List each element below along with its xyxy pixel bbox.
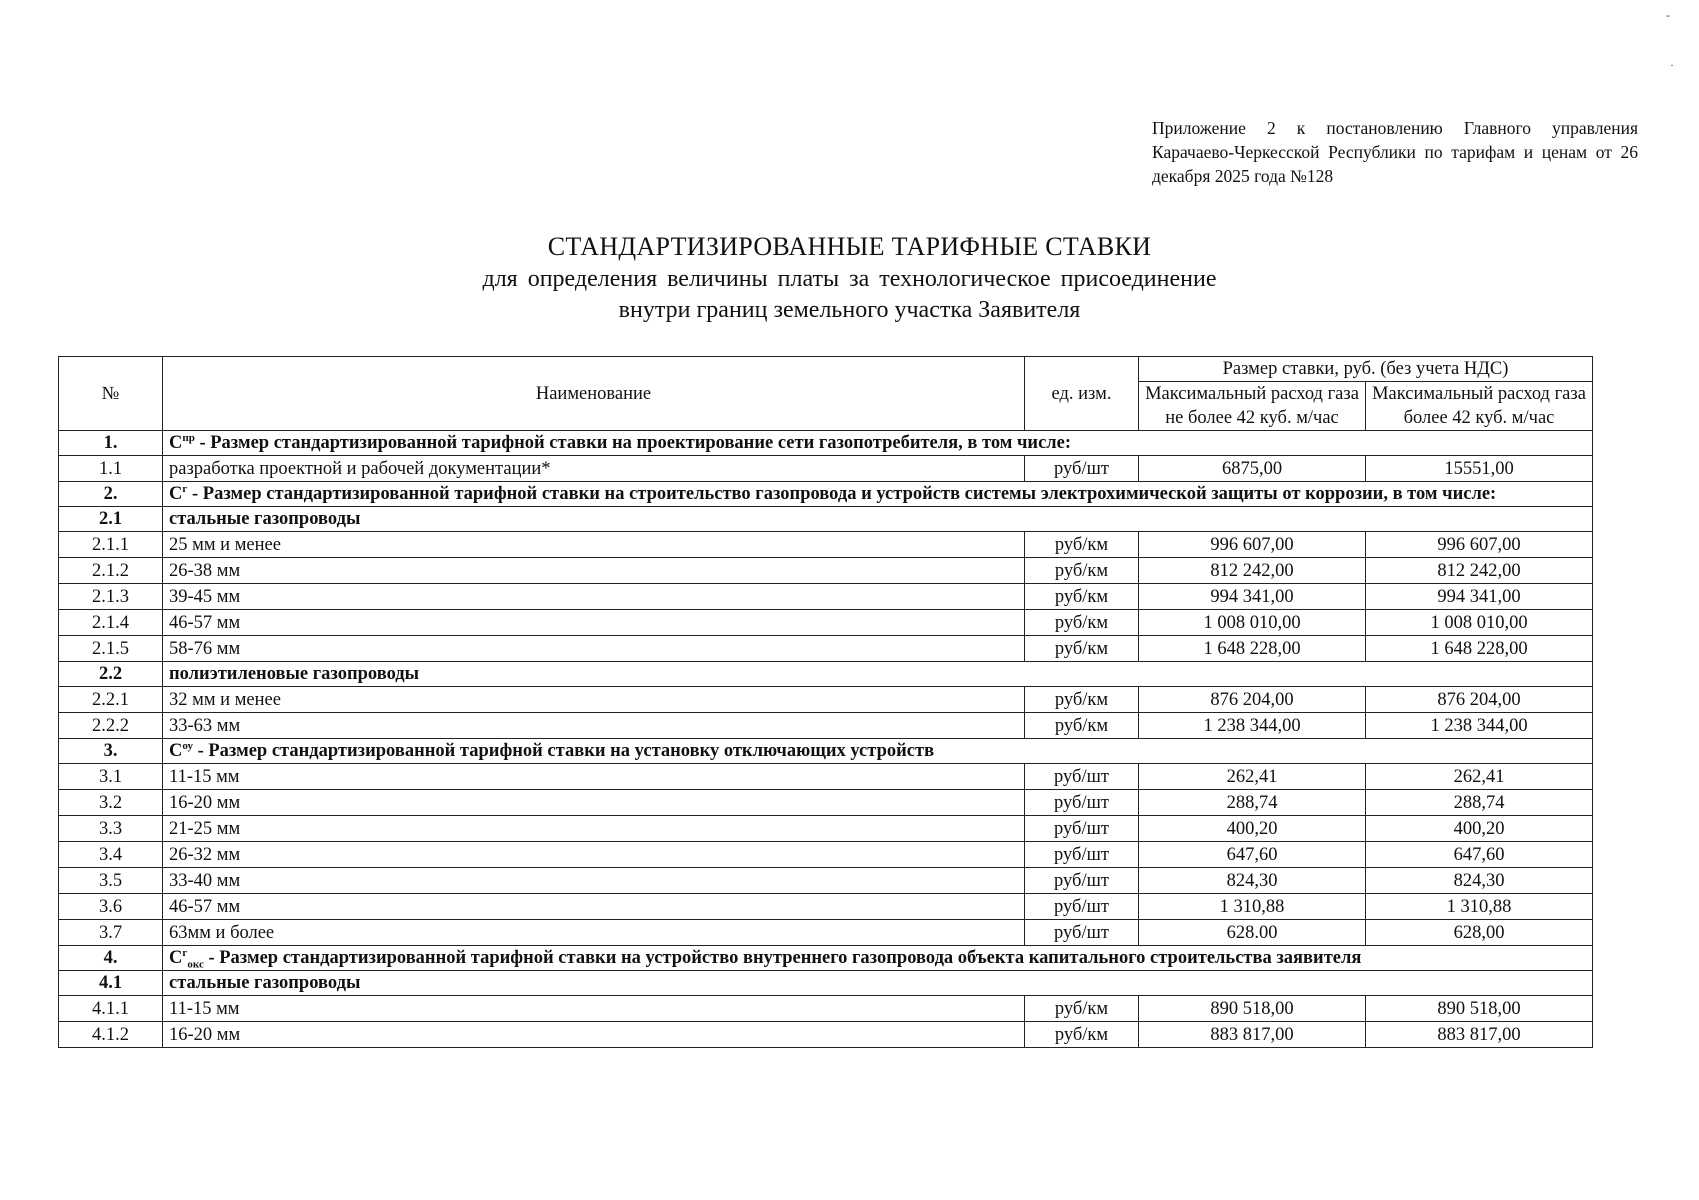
- row-num: 4.1.1: [59, 996, 163, 1022]
- row-num: 3.5: [59, 868, 163, 894]
- row-name: 21-25 мм: [163, 816, 1025, 842]
- header-unit: ед. изм.: [1025, 357, 1139, 431]
- row-value-gt42: 824,30: [1366, 868, 1593, 894]
- header-max-le42: Максимальный расход газа не более 42 куб. м/час: [1139, 382, 1366, 431]
- section-row: [59, 431, 1593, 456]
- row-value-le42: 890 518,00: [1139, 996, 1366, 1022]
- row-name: 46-57 мм: [163, 894, 1025, 920]
- row-num: 2.1.4: [59, 610, 163, 636]
- section-title: $С^{пр}$ - Размер стандартизированной тарифной ставки на проектирование сети газопотребителя, в том числе:: [163, 431, 1593, 456]
- row-value-le42: 996 607,00: [1139, 532, 1366, 558]
- row-name: 33-40 мм: [163, 868, 1025, 894]
- row-name: 58-76 мм: [163, 636, 1025, 662]
- row-value-gt42: 1 238 344,00: [1366, 713, 1593, 739]
- row-value-le42: 262,41: [1139, 764, 1366, 790]
- table-row: [59, 842, 1593, 868]
- row-name: 16-20 мм: [163, 790, 1025, 816]
- row-unit: руб/шт: [1025, 920, 1139, 946]
- header-rate-group: Размер ставки, руб. (без учета НДС): [1139, 357, 1593, 382]
- row-value-gt42: 400,20: [1366, 816, 1593, 842]
- row-name: 63мм и более: [163, 920, 1025, 946]
- row-num: 2.2.2: [59, 713, 163, 739]
- row-num: 3.1: [59, 764, 163, 790]
- row-value-gt42: 1 648 228,00: [1366, 636, 1593, 662]
- row-name: разработка проектной и рабочей документации*: [163, 456, 1025, 482]
- row-value-le42: 647,60: [1139, 842, 1366, 868]
- row-num: 4.1.2: [59, 1022, 163, 1048]
- section-row: [59, 482, 1593, 507]
- row-num: 1.1: [59, 456, 163, 482]
- scan-mark-top: -: [1666, 8, 1670, 22]
- row-value-le42: 1 648 228,00: [1139, 636, 1366, 662]
- table-row: [59, 636, 1593, 662]
- header-name: Наименование: [163, 357, 1025, 431]
- row-unit: руб/км: [1025, 636, 1139, 662]
- tariff-rates-table: [58, 356, 1593, 1048]
- row-num: 3.3: [59, 816, 163, 842]
- section-title: $С^г_{окс}$ - Размер стандартизированной тарифной ставки на устройство внутреннего газопровода объекта капитального строительства заявителя: [163, 946, 1593, 971]
- row-value-gt42: 883 817,00: [1366, 1022, 1593, 1048]
- table-row: [59, 532, 1593, 558]
- row-name: 46-57 мм: [163, 610, 1025, 636]
- row-name: 11-15 мм: [163, 764, 1025, 790]
- row-num: 3.7: [59, 920, 163, 946]
- row-unit: руб/км: [1025, 610, 1139, 636]
- row-unit: руб/км: [1025, 996, 1139, 1022]
- row-unit: руб/км: [1025, 1022, 1139, 1048]
- row-unit: руб/шт: [1025, 790, 1139, 816]
- document-subtitle-line2: внутри границ земельного участка Заявителя: [618, 297, 1081, 323]
- row-value-gt42: 996 607,00: [1366, 532, 1593, 558]
- row-unit: руб/км: [1025, 584, 1139, 610]
- row-unit: руб/км: [1025, 558, 1139, 584]
- row-unit: руб/км: [1025, 532, 1139, 558]
- row-name: 39-45 мм: [163, 584, 1025, 610]
- subsection-row: [59, 507, 1593, 532]
- row-value-gt42: 1 310,88: [1366, 894, 1593, 920]
- subsection-num: 2.2: [59, 662, 163, 687]
- row-value-gt42: 994 341,00: [1366, 584, 1593, 610]
- row-num: 2.1.3: [59, 584, 163, 610]
- row-value-gt42: 288,74: [1366, 790, 1593, 816]
- scan-mark-dot: ·: [1670, 58, 1674, 72]
- row-name: 26-38 мм: [163, 558, 1025, 584]
- document-subtitle-line1: для определения величины платы за технологическое присоединение: [482, 266, 1217, 292]
- table-row: [59, 610, 1593, 636]
- header-num: №: [59, 357, 163, 431]
- row-value-gt42: 1 008 010,00: [1366, 610, 1593, 636]
- row-unit: руб/шт: [1025, 842, 1139, 868]
- row-value-le42: 288,74: [1139, 790, 1366, 816]
- table-row: [59, 764, 1593, 790]
- row-value-gt42: 15551,00: [1366, 456, 1593, 482]
- table-row: [59, 584, 1593, 610]
- row-value-le42: 883 817,00: [1139, 1022, 1366, 1048]
- row-unit: руб/шт: [1025, 894, 1139, 920]
- row-unit: руб/км: [1025, 687, 1139, 713]
- annex-reference: Приложение 2 к постановлению Главного управления Карачаево-Черкесской Республики по тарифам и ценам от 26 декабря 2025 года №128: [1152, 118, 1638, 186]
- row-unit: руб/км: [1025, 713, 1139, 739]
- row-num: 2.1.1: [59, 532, 163, 558]
- section-num: 1.: [59, 431, 163, 456]
- row-num: 2.1.5: [59, 636, 163, 662]
- table-row: [59, 558, 1593, 584]
- table-row: [59, 868, 1593, 894]
- section-row: [59, 739, 1593, 764]
- row-name: 32 мм и менее: [163, 687, 1025, 713]
- subsection-num: 4.1: [59, 971, 163, 996]
- section-title: $С^г$ - Размер стандартизированной тарифной ставки на строительство газопровода и устройств системы электрохимической защиты от коррозии, в том числе:: [163, 482, 1593, 507]
- row-unit: руб/шт: [1025, 816, 1139, 842]
- row-name: 25 мм и менее: [163, 532, 1025, 558]
- table-row: [59, 687, 1593, 713]
- row-num: 3.2: [59, 790, 163, 816]
- row-value-le42: 1 008 010,00: [1139, 610, 1366, 636]
- row-value-le42: 628.00: [1139, 920, 1366, 946]
- row-value-gt42: 812 242,00: [1366, 558, 1593, 584]
- subsection-title: стальные газопроводы: [163, 971, 1593, 996]
- row-value-le42: 994 341,00: [1139, 584, 1366, 610]
- table-row: [59, 996, 1593, 1022]
- row-num: 2.2.1: [59, 687, 163, 713]
- subsection-row: [59, 971, 1593, 996]
- table-row: [59, 920, 1593, 946]
- row-unit: руб/шт: [1025, 868, 1139, 894]
- section-num: 3.: [59, 739, 163, 764]
- row-name: 16-20 мм: [163, 1022, 1025, 1048]
- row-num: 3.6: [59, 894, 163, 920]
- row-value-le42: 1 238 344,00: [1139, 713, 1366, 739]
- row-value-gt42: 647,60: [1366, 842, 1593, 868]
- row-value-le42: 812 242,00: [1139, 558, 1366, 584]
- row-name: 11-15 мм: [163, 996, 1025, 1022]
- row-value-le42: 824,30: [1139, 868, 1366, 894]
- row-value-le42: 400,20: [1139, 816, 1366, 842]
- table-row: [59, 790, 1593, 816]
- header-row: [59, 357, 1593, 382]
- row-value-gt42: 876 204,00: [1366, 687, 1593, 713]
- table-row: [59, 713, 1593, 739]
- row-num: 3.4: [59, 842, 163, 868]
- document-title-block: [0, 230, 1699, 326]
- subsection-title: стальные газопроводы: [163, 507, 1593, 532]
- section-row: [59, 946, 1593, 971]
- row-name: 26-32 мм: [163, 842, 1025, 868]
- row-value-le42: 6875,00: [1139, 456, 1366, 482]
- row-unit: руб/шт: [1025, 764, 1139, 790]
- table-row: [59, 894, 1593, 920]
- row-name: 33-63 мм: [163, 713, 1025, 739]
- row-value-le42: 876 204,00: [1139, 687, 1366, 713]
- subsection-title: полиэтиленовые газопроводы: [163, 662, 1593, 687]
- row-value-gt42: 262,41: [1366, 764, 1593, 790]
- row-value-gt42: 890 518,00: [1366, 996, 1593, 1022]
- row-value-gt42: 628,00: [1366, 920, 1593, 946]
- document-title: СТАНДАРТИЗИРОВАННЫЕ ТАРИФНЫЕ СТАВКИ: [547, 232, 1152, 261]
- subsection-row: [59, 662, 1593, 687]
- section-num: 2.: [59, 482, 163, 507]
- header-max-gt42: Максимальный расход газа более 42 куб. м/час: [1366, 382, 1593, 431]
- row-num: 2.1.2: [59, 558, 163, 584]
- row-value-le42: 1 310,88: [1139, 894, 1366, 920]
- section-num: 4.: [59, 946, 163, 971]
- table-row: [59, 816, 1593, 842]
- row-unit: руб/шт: [1025, 456, 1139, 482]
- subsection-num: 2.1: [59, 507, 163, 532]
- table-row: [59, 456, 1593, 482]
- table-row: [59, 1022, 1593, 1048]
- section-title: $С^{оу}$ - Размер стандартизированной тарифной ставки на установку отключающих устройств: [163, 739, 1593, 764]
